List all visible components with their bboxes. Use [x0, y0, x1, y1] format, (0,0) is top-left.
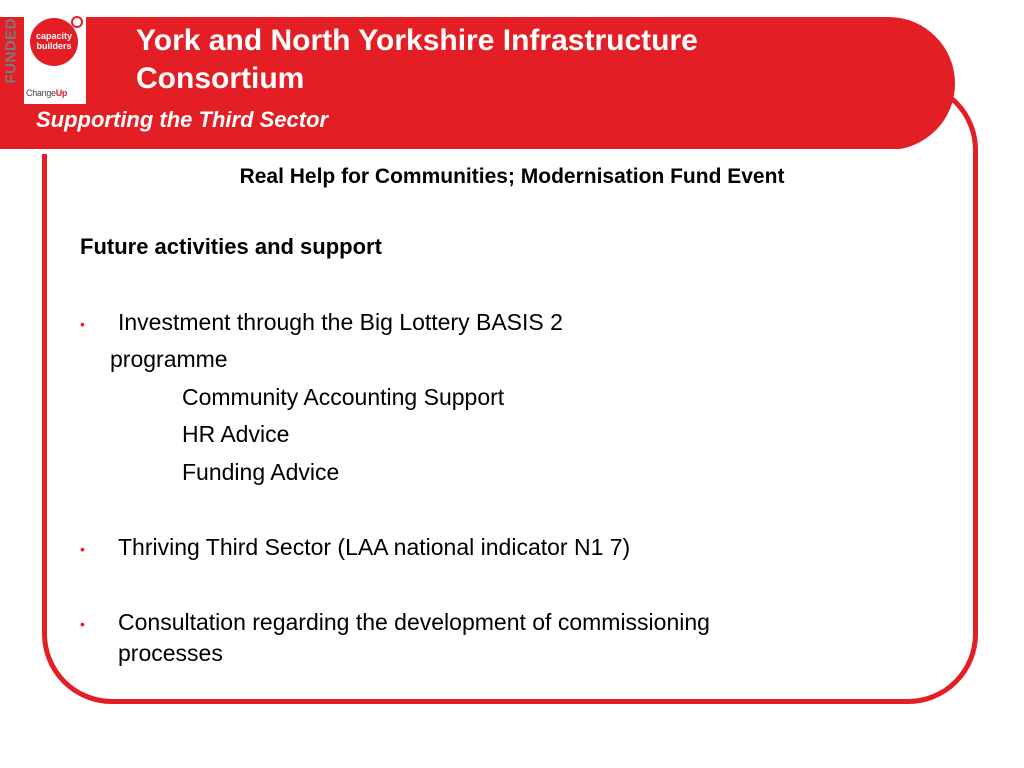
title-line-1: York and North Yorkshire Infrastructure — [136, 24, 698, 57]
bullet-icon: • — [80, 316, 85, 332]
sub-item-hr-advice: HR Advice — [182, 421, 290, 447]
logo-dot-icon — [71, 16, 83, 28]
bullet-1-line-1: Investment through the Big Lottery BASIS 2 — [118, 309, 563, 335]
logo-line-2: builders — [36, 41, 72, 51]
bullet-1-line-2: programme — [110, 346, 228, 372]
capacity-builders-logo — [24, 14, 86, 104]
funded-label: FUNDED — [2, 18, 20, 84]
bullet-icon: • — [80, 541, 85, 557]
bullet-2-line-1: Thriving Third Sector (LAA national indicator N1 7) — [118, 534, 631, 560]
bullet-3-line-1: Consultation regarding the development of commissioning — [118, 609, 710, 635]
slide-subtitle: Supporting the Third Sector — [36, 107, 329, 132]
logo-circle — [30, 18, 78, 66]
changeup-logo — [26, 88, 67, 98]
banner-divider-line — [0, 149, 905, 154]
bullet-icon: • — [80, 616, 85, 632]
changeup-suffix: Up — [55, 88, 68, 98]
logo-line-1: capacity — [35, 31, 73, 42]
changeup-prefix: Change — [26, 88, 56, 98]
title-line-2: Consortium — [136, 62, 305, 95]
sub-item-community-accounting: Community Accounting Support — [182, 384, 505, 410]
event-title: Real Help for Communities; Modernisation Fund Event — [239, 165, 785, 188]
slide-title — [136, 22, 856, 98]
bullet-3-line-2: processes — [118, 640, 223, 666]
sub-item-funding-advice: Funding Advice — [182, 459, 340, 485]
section-heading: Future activities and support — [80, 234, 382, 259]
